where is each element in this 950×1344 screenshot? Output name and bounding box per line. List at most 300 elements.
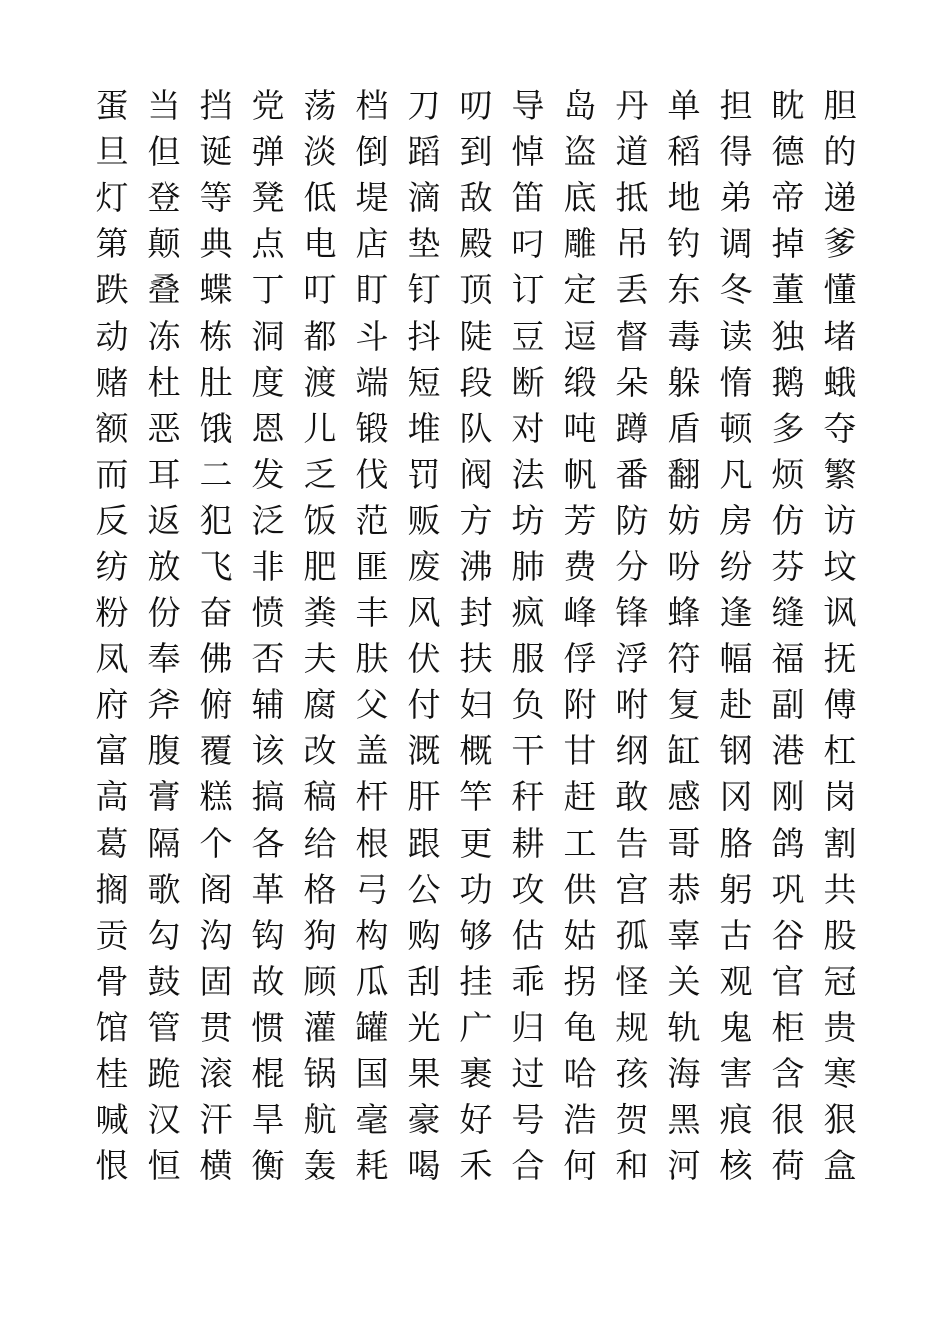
character-cell: 凡 (719, 454, 753, 494)
character-cell: 当 (147, 86, 181, 126)
character-cell: 膏 (147, 777, 181, 817)
character-cell: 党 (251, 86, 285, 126)
character-cell: 跪 (147, 1054, 181, 1094)
character-row (86, 1143, 866, 1189)
character-cell: 而 (95, 454, 129, 494)
character-cell: 胳 (719, 823, 753, 863)
character-cell: 缝 (771, 593, 805, 633)
character-cell: 河 (667, 1146, 701, 1186)
character-cell: 栋 (199, 316, 233, 356)
character-cell: 冬 (719, 270, 753, 310)
character-cell: 导 (511, 86, 545, 126)
character-cell: 痕 (719, 1100, 753, 1140)
character-cell: 浩 (563, 1100, 597, 1140)
character-cell: 斗 (355, 316, 389, 356)
character-cell: 港 (771, 731, 805, 771)
character-cell: 都 (303, 316, 337, 356)
character-cell: 骨 (95, 961, 129, 1001)
character-row (86, 682, 866, 728)
character-cell: 恶 (147, 408, 181, 448)
character-cell: 粉 (95, 593, 129, 633)
character-cell: 杠 (823, 731, 857, 771)
character-cell: 房 (719, 500, 753, 540)
character-cell: 粪 (303, 593, 337, 633)
character-cell: 动 (95, 316, 129, 356)
character-cell: 父 (355, 685, 389, 725)
character-cell: 鹅 (771, 362, 805, 402)
character-cell: 泛 (251, 500, 285, 540)
character-cell: 蹈 (407, 132, 441, 172)
character-cell: 共 (823, 869, 857, 909)
character-cell: 缸 (667, 731, 701, 771)
character-cell: 烦 (771, 454, 805, 494)
character-cell: 渡 (303, 362, 337, 402)
character-cell: 纷 (719, 546, 753, 586)
character-cell: 革 (251, 869, 285, 909)
character-cell: 估 (511, 915, 545, 955)
character-cell: 店 (355, 224, 389, 264)
character-cell: 旦 (95, 132, 129, 172)
character-cell: 夺 (823, 408, 857, 448)
character-cell: 黑 (667, 1100, 701, 1140)
character-cell: 禾 (459, 1146, 493, 1186)
character-cell: 罐 (355, 1007, 389, 1047)
character-cell: 合 (511, 1146, 545, 1186)
character-cell: 挡 (199, 86, 233, 126)
character-cell: 肺 (511, 546, 545, 586)
character-cell: 更 (459, 823, 493, 863)
character-cell: 汉 (147, 1100, 181, 1140)
character-row (86, 313, 866, 359)
character-cell: 毒 (667, 316, 701, 356)
character-cell: 逗 (563, 316, 597, 356)
character-cell: 鸽 (771, 823, 805, 863)
character-cell: 耳 (147, 454, 181, 494)
character-cell: 德 (771, 132, 805, 172)
character-cell: 服 (511, 639, 545, 679)
character-cell: 倒 (355, 132, 389, 172)
character-cell: 弹 (251, 132, 285, 172)
character-cell: 糕 (199, 777, 233, 817)
character-cell: 妨 (667, 500, 701, 540)
character-cell: 叠 (147, 270, 181, 310)
character-cell: 电 (303, 224, 337, 264)
character-cell: 叼 (511, 224, 545, 264)
character-cell: 懂 (823, 270, 857, 310)
character-cell: 段 (459, 362, 493, 402)
character-cell: 感 (667, 777, 701, 817)
character-cell: 洞 (251, 316, 285, 356)
character-cell: 反 (95, 500, 129, 540)
character-cell: 傅 (823, 685, 857, 725)
character-cell: 锻 (355, 408, 389, 448)
character-cell: 疯 (511, 593, 545, 633)
character-cell: 官 (771, 961, 805, 1001)
character-cell: 悼 (511, 132, 545, 172)
character-cell: 访 (823, 500, 857, 540)
character-cell: 番 (615, 454, 649, 494)
character-cell: 该 (251, 731, 285, 771)
character-cell: 怪 (615, 961, 649, 1001)
character-cell: 岗 (823, 777, 857, 817)
character-cell: 等 (199, 178, 233, 218)
character-cell: 肤 (355, 639, 389, 679)
character-cell: 冠 (823, 961, 857, 1001)
character-cell: 方 (459, 500, 493, 540)
character-cell: 叮 (303, 270, 337, 310)
character-cell: 稻 (667, 132, 701, 172)
character-cell: 帆 (563, 454, 597, 494)
character-cell: 航 (303, 1100, 337, 1140)
character-cell: 横 (199, 1146, 233, 1186)
character-cell: 帝 (771, 178, 805, 218)
character-cell: 蛾 (823, 362, 857, 402)
character-cell: 很 (771, 1100, 805, 1140)
character-cell: 蹲 (615, 408, 649, 448)
character-cell: 敢 (615, 777, 649, 817)
character-cell: 封 (459, 593, 493, 633)
character-cell: 腐 (303, 685, 337, 725)
character-cell: 凤 (95, 639, 129, 679)
character-cell: 沸 (459, 546, 493, 586)
character-cell: 轨 (667, 1007, 701, 1047)
character-cell: 丰 (355, 593, 389, 633)
character-cell: 飞 (199, 546, 233, 586)
character-cell: 淡 (303, 132, 337, 172)
character-cell: 轰 (303, 1146, 337, 1186)
character-cell: 蝶 (199, 270, 233, 310)
character-cell: 肥 (303, 546, 337, 586)
character-cell: 归 (511, 1007, 545, 1047)
character-cell: 档 (355, 86, 389, 126)
character-cell: 蜂 (667, 593, 701, 633)
character-cell: 稿 (303, 777, 337, 817)
character-cell: 国 (355, 1054, 389, 1094)
character-cell: 爹 (823, 224, 857, 264)
character-cell: 鬼 (719, 1007, 753, 1047)
character-cell: 荷 (771, 1146, 805, 1186)
character-cell: 分 (615, 546, 649, 586)
character-cell: 范 (355, 500, 389, 540)
character-cell: 腹 (147, 731, 181, 771)
character-cell: 龟 (563, 1007, 597, 1047)
character-cell: 富 (95, 731, 129, 771)
character-cell: 单 (667, 86, 701, 126)
character-row (86, 636, 866, 682)
character-cell: 夫 (303, 639, 337, 679)
character-cell: 顶 (459, 270, 493, 310)
character-cell: 弟 (719, 178, 753, 218)
character-cell: 返 (147, 500, 181, 540)
character-cell: 对 (511, 408, 545, 448)
character-cell: 恩 (251, 408, 285, 448)
character-cell: 府 (95, 685, 129, 725)
character-cell: 雕 (563, 224, 597, 264)
character-cell: 汗 (199, 1100, 233, 1140)
character-cell: 惯 (251, 1007, 285, 1047)
character-row (86, 221, 866, 267)
character-cell: 跌 (95, 270, 129, 310)
character-cell: 核 (719, 1146, 753, 1186)
character-cell: 堵 (823, 316, 857, 356)
character-cell: 伐 (355, 454, 389, 494)
character-cell: 颠 (147, 224, 181, 264)
character-cell: 海 (667, 1054, 701, 1094)
character-cell: 赌 (95, 362, 129, 402)
character-cell: 调 (719, 224, 753, 264)
character-cell: 奋 (199, 593, 233, 633)
character-cell: 贵 (823, 1007, 857, 1047)
character-cell: 恨 (95, 1146, 129, 1186)
character-cell: 福 (771, 639, 805, 679)
character-cell: 得 (719, 132, 753, 172)
character-cell: 盾 (667, 408, 701, 448)
character-cell: 符 (667, 639, 701, 679)
character-cell: 构 (355, 915, 389, 955)
character-row (86, 175, 866, 221)
character-cell: 阁 (199, 869, 233, 909)
character-cell: 公 (407, 869, 441, 909)
character-cell: 何 (563, 1146, 597, 1186)
character-cell: 多 (771, 408, 805, 448)
character-cell: 恭 (667, 869, 701, 909)
character-cell: 溉 (407, 731, 441, 771)
character-cell: 缎 (563, 362, 597, 402)
character-cell: 供 (563, 869, 597, 909)
character-cell: 负 (511, 685, 545, 725)
character-cell: 浮 (615, 639, 649, 679)
character-cell: 耗 (355, 1146, 389, 1186)
character-cell: 果 (407, 1054, 441, 1094)
character-cell: 凳 (251, 178, 285, 218)
character-row (86, 590, 866, 636)
character-cell: 肝 (407, 777, 441, 817)
character-cell: 顿 (719, 408, 753, 448)
character-cell: 盖 (355, 731, 389, 771)
character-cell: 根 (355, 823, 389, 863)
character-cell: 副 (771, 685, 805, 725)
character-cell: 灯 (95, 178, 129, 218)
character-cell: 喝 (407, 1146, 441, 1186)
character-cell: 跟 (407, 823, 441, 863)
character-cell: 衡 (251, 1146, 285, 1186)
character-row (86, 544, 866, 590)
character-row (86, 267, 866, 313)
character-cell: 鼓 (147, 961, 181, 1001)
character-cell: 复 (667, 685, 701, 725)
character-cell: 购 (407, 915, 441, 955)
character-cell: 旱 (251, 1100, 285, 1140)
character-cell: 掉 (771, 224, 805, 264)
character-cell: 毫 (355, 1100, 389, 1140)
character-cell: 胆 (823, 86, 857, 126)
character-cell: 诞 (199, 132, 233, 172)
character-cell: 滚 (199, 1054, 233, 1094)
character-cell: 伏 (407, 639, 441, 679)
character-cell: 赶 (563, 777, 597, 817)
character-cell: 肚 (199, 362, 233, 402)
character-cell: 灌 (303, 1007, 337, 1047)
character-cell: 钓 (667, 224, 701, 264)
character-cell: 饭 (303, 500, 337, 540)
character-cell: 够 (459, 915, 493, 955)
character-cell: 递 (823, 178, 857, 218)
character-cell: 否 (251, 639, 285, 679)
character-cell: 杆 (355, 777, 389, 817)
character-cell: 刀 (407, 86, 441, 126)
character-cell: 工 (563, 823, 597, 863)
character-cell: 竿 (459, 777, 493, 817)
character-cell: 好 (459, 1100, 493, 1140)
character-cell: 哈 (563, 1054, 597, 1094)
character-cell: 逢 (719, 593, 753, 633)
character-cell: 豪 (407, 1100, 441, 1140)
character-cell: 弓 (355, 869, 389, 909)
character-cell: 杜 (147, 362, 181, 402)
character-cell: 棍 (251, 1054, 285, 1094)
character-row (86, 498, 866, 544)
character-cell: 关 (667, 961, 701, 1001)
character-cell: 道 (615, 132, 649, 172)
character-cell: 非 (251, 546, 285, 586)
character-cell: 俘 (563, 639, 597, 679)
character-cell: 喊 (95, 1100, 129, 1140)
character-cell: 孩 (615, 1054, 649, 1094)
character-cell: 东 (667, 270, 701, 310)
character-cell: 和 (615, 1146, 649, 1186)
character-cell: 芬 (771, 546, 805, 586)
character-cell: 抵 (615, 178, 649, 218)
character-cell: 刮 (407, 961, 441, 1001)
character-cell: 岛 (563, 86, 597, 126)
character-cell: 甘 (563, 731, 597, 771)
character-cell: 风 (407, 593, 441, 633)
character-cell: 定 (563, 270, 597, 310)
character-cell: 短 (407, 362, 441, 402)
character-cell: 防 (615, 500, 649, 540)
character-row (86, 83, 866, 129)
character-cell: 峰 (563, 593, 597, 633)
character-row (86, 1097, 866, 1143)
character-cell: 敌 (459, 178, 493, 218)
character-grid (86, 83, 866, 1189)
character-row (86, 774, 866, 820)
character-cell: 芳 (563, 500, 597, 540)
character-cell: 纺 (95, 546, 129, 586)
character-cell: 付 (407, 685, 441, 725)
character-cell: 耕 (511, 823, 545, 863)
character-cell: 贡 (95, 915, 129, 955)
character-cell: 朵 (615, 362, 649, 402)
character-cell: 愤 (251, 593, 285, 633)
character-cell: 犯 (199, 500, 233, 540)
character-cell: 低 (303, 178, 337, 218)
character-cell: 巩 (771, 869, 805, 909)
character-cell: 盒 (823, 1146, 857, 1186)
character-cell: 抖 (407, 316, 441, 356)
character-cell: 搞 (251, 777, 285, 817)
character-cell: 观 (719, 961, 753, 1001)
character-cell: 桂 (95, 1054, 129, 1094)
character-cell: 告 (615, 823, 649, 863)
character-cell: 搁 (95, 869, 129, 909)
character-cell: 读 (719, 316, 753, 356)
character-cell: 纲 (615, 731, 649, 771)
character-cell: 盗 (563, 132, 597, 172)
character-row (86, 1005, 866, 1051)
character-cell: 躲 (667, 362, 701, 402)
character-cell: 地 (667, 178, 701, 218)
character-cell: 贩 (407, 500, 441, 540)
character-cell: 过 (511, 1054, 545, 1094)
character-row (86, 452, 866, 498)
character-cell: 端 (355, 362, 389, 402)
character-row (86, 129, 866, 175)
character-cell: 乖 (511, 961, 545, 1001)
character-cell: 贺 (615, 1100, 649, 1140)
character-cell: 额 (95, 408, 129, 448)
character-cell: 号 (511, 1100, 545, 1140)
character-cell: 抚 (823, 639, 857, 679)
character-cell: 固 (199, 961, 233, 1001)
character-cell: 勾 (147, 915, 181, 955)
character-cell: 刚 (771, 777, 805, 817)
character-cell: 乏 (303, 454, 337, 494)
character-row (86, 821, 866, 867)
character-cell: 葛 (95, 823, 129, 863)
character-cell: 份 (147, 593, 181, 633)
character-cell: 费 (563, 546, 597, 586)
character-cell: 佛 (199, 639, 233, 679)
character-cell: 的 (823, 132, 857, 172)
character-cell: 高 (95, 777, 129, 817)
character-cell: 挂 (459, 961, 493, 1001)
character-cell: 堤 (355, 178, 389, 218)
character-cell: 覆 (199, 731, 233, 771)
character-cell: 董 (771, 270, 805, 310)
character-cell: 吊 (615, 224, 649, 264)
character-cell: 扶 (459, 639, 493, 679)
character-cell: 豆 (511, 316, 545, 356)
character-cell: 但 (147, 132, 181, 172)
character-cell: 盯 (355, 270, 389, 310)
character-cell: 钢 (719, 731, 753, 771)
character-cell: 匪 (355, 546, 389, 586)
character-cell: 翻 (667, 454, 701, 494)
character-cell: 担 (719, 86, 753, 126)
character-cell: 眈 (771, 86, 805, 126)
character-cell: 法 (511, 454, 545, 494)
character-row (86, 1051, 866, 1097)
character-cell: 度 (251, 362, 285, 402)
character-cell: 叨 (459, 86, 493, 126)
character-cell: 攻 (511, 869, 545, 909)
character-cell: 改 (303, 731, 337, 771)
character-cell: 发 (251, 454, 285, 494)
character-cell: 繁 (823, 454, 857, 494)
character-cell: 哥 (667, 823, 701, 863)
character-cell: 管 (147, 1007, 181, 1047)
character-cell: 馆 (95, 1007, 129, 1047)
character-cell: 阀 (459, 454, 493, 494)
character-cell: 丹 (615, 86, 649, 126)
character-cell: 惰 (719, 362, 753, 402)
character-cell: 谷 (771, 915, 805, 955)
character-cell: 坟 (823, 546, 857, 586)
character-cell: 歌 (147, 869, 181, 909)
character-cell: 罚 (407, 454, 441, 494)
character-cell: 殿 (459, 224, 493, 264)
